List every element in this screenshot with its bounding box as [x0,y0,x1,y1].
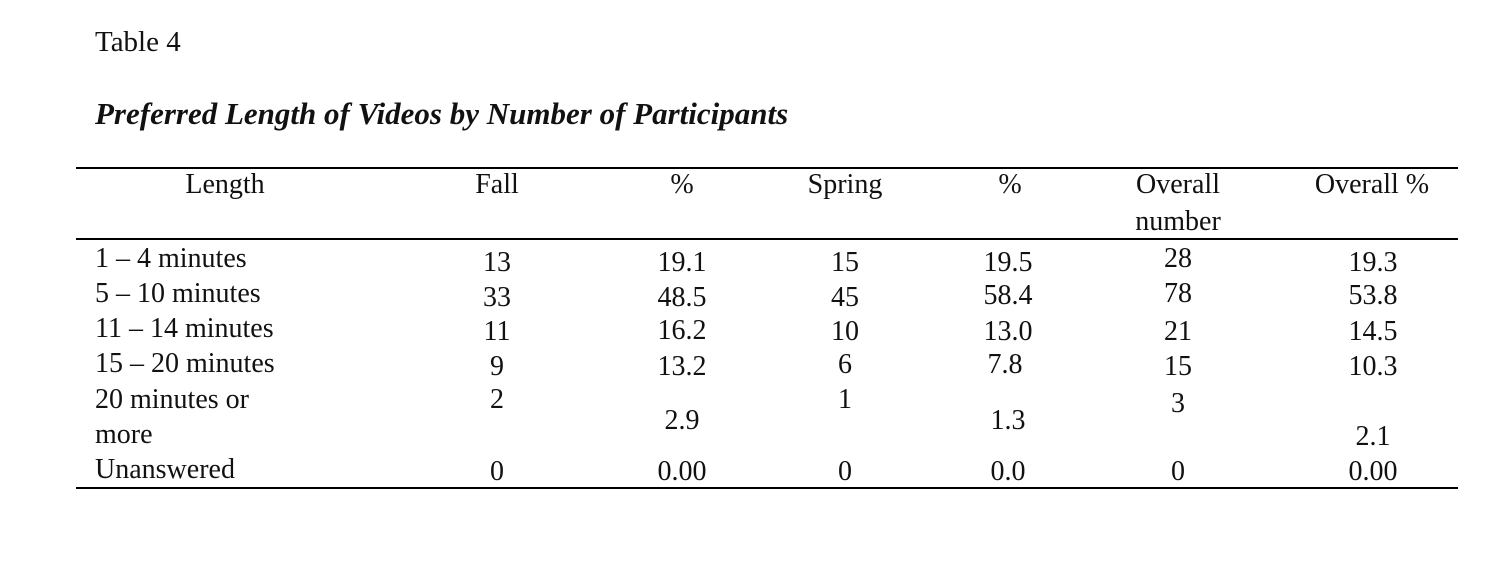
header-overall-percent: Overall % [1314,169,1430,200]
header-spring: Spring [807,169,883,200]
header-fall: Fall [475,169,519,200]
cell-fall: 2 [490,384,504,415]
cell-spring: 10 [831,316,859,347]
cell-length-line1: 20 minutes or [95,384,249,415]
cell-spring: 15 [831,247,859,278]
cell-overall-percent: 14.5 [1348,316,1398,347]
cell-fall-percent: 19.1 [657,247,707,278]
cell-spring: 6 [838,349,852,380]
cell-overall-number: 21 [1164,316,1192,347]
cell-spring-percent: 0.0 [990,456,1026,487]
cell-fall: 9 [490,351,504,382]
cell-overall-number: 78 [1164,278,1192,309]
cell-spring: 0 [838,456,852,487]
cell-spring-percent: 1.3 [990,405,1026,436]
cell-fall: 13 [483,247,511,278]
cell-length: 15 – 20 minutes [95,348,275,379]
table-header-rule [76,238,1458,240]
cell-overall-number: 3 [1171,388,1185,419]
cell-spring-percent: 19.5 [983,247,1033,278]
cell-length: 1 – 4 minutes [95,243,247,274]
cell-overall-number: 0 [1171,456,1185,487]
table-top-rule [76,167,1458,169]
header-length: Length [185,169,265,200]
table-label: Table 4 [95,26,181,58]
cell-overall-number: 15 [1164,351,1192,382]
cell-overall-number: 28 [1164,243,1192,274]
cell-spring: 1 [838,384,852,415]
cell-fall-percent: 48.5 [657,282,707,313]
cell-overall-percent: 53.8 [1348,280,1398,311]
cell-fall: 33 [483,282,511,313]
cell-overall-percent: 10.3 [1348,351,1398,382]
header-spring-percent: % [998,169,1022,200]
cell-overall-percent: 2.1 [1355,421,1391,452]
cell-overall-percent: 0.00 [1348,456,1398,487]
cell-fall: 0 [490,456,504,487]
cell-overall-percent: 19.3 [1348,247,1398,278]
table-title: Preferred Length of Videos by Number of Participants [95,96,789,131]
header-fall-percent: % [670,169,694,200]
cell-fall-percent: 2.9 [664,405,700,436]
cell-spring-percent: 13.0 [983,316,1033,347]
table-bottom-rule [76,487,1458,489]
cell-fall-percent: 13.2 [657,351,707,382]
cell-length: Unanswered [95,454,235,485]
cell-fall-percent: 0.00 [657,456,707,487]
cell-length-line2: more [95,419,153,450]
cell-spring-percent: 7.8 [987,349,1023,380]
cell-spring: 45 [831,282,859,313]
cell-fall: 11 [483,316,511,347]
header-overall-number-line1: Overall [1136,169,1220,200]
cell-length: 11 – 14 minutes [95,313,274,344]
cell-spring-percent: 58.4 [983,280,1033,311]
header-overall-number-line2: number [1135,206,1221,237]
cell-length: 5 – 10 minutes [95,278,261,309]
cell-fall-percent: 16.2 [657,315,707,346]
